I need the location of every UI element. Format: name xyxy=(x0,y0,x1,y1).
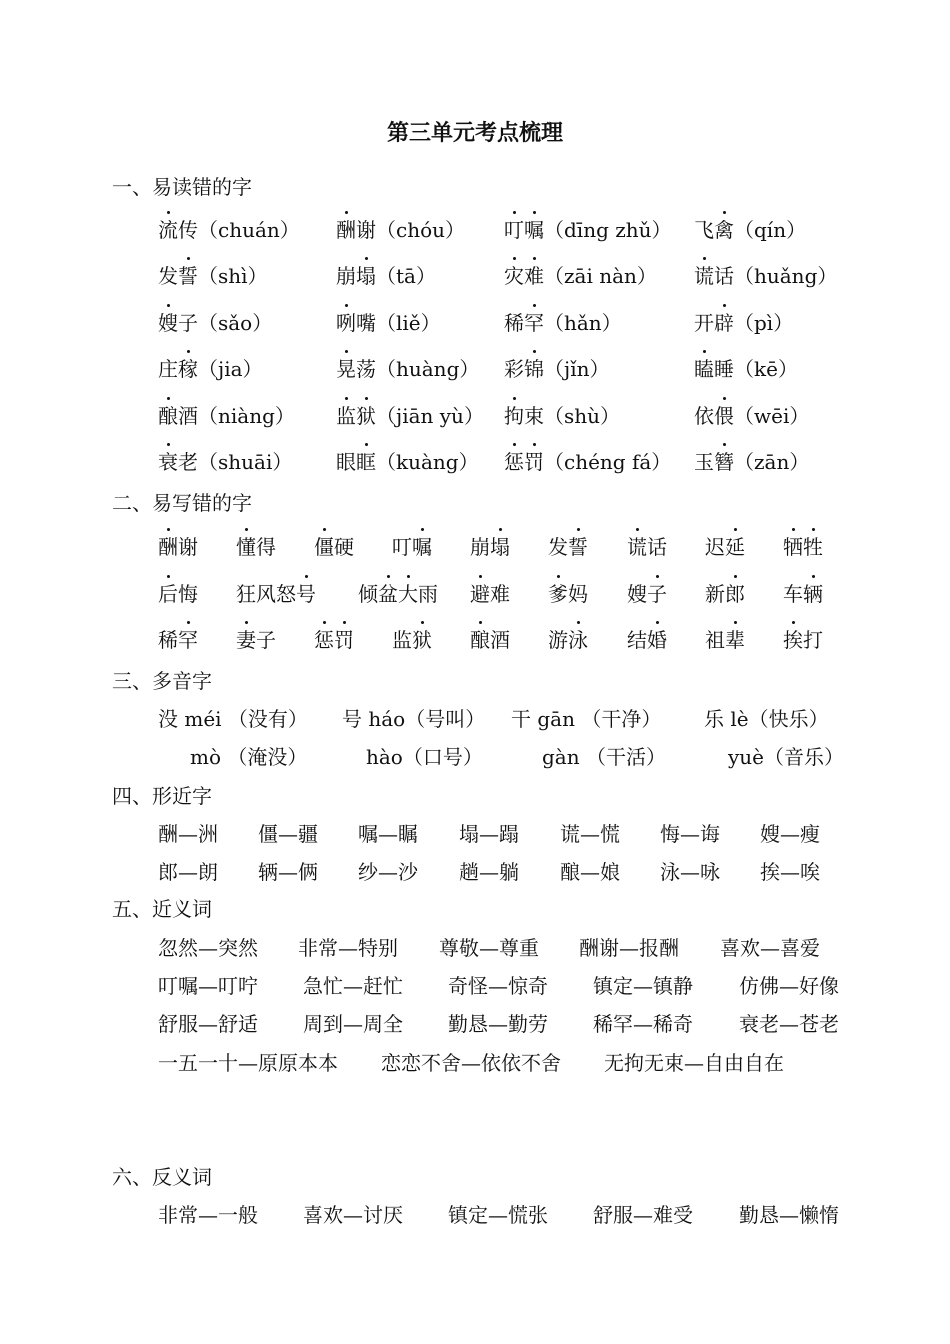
word-entry: 塌—蹋 xyxy=(459,822,519,846)
word-entry: 结婚 xyxy=(627,628,667,652)
word-entry: 新郎 xyxy=(705,582,745,606)
word-entry: 拘束（shù） xyxy=(504,404,621,428)
word-entry: 叮嘱（dīng zhǔ） xyxy=(504,218,672,242)
emphasis-dot xyxy=(345,304,348,307)
word-entry: 稀罕—稀奇 xyxy=(593,1012,693,1036)
emphasis-dot xyxy=(734,575,737,578)
word-entry: mò （淹没） xyxy=(190,745,308,769)
word-entry: 谎话（huǎng） xyxy=(694,264,838,288)
word-entry: 眼眶（kuàng） xyxy=(336,450,479,474)
word-entry: 非常—一般 xyxy=(158,1203,258,1227)
section-heading: 一、易读错的字 xyxy=(112,175,252,199)
word-entry: yuè（音乐） xyxy=(728,745,845,769)
section-heading: 六、反义词 xyxy=(112,1165,212,1189)
word-entry: 干 gān （干净） xyxy=(511,707,662,731)
word-entry: 僵硬 xyxy=(314,535,354,559)
emphasis-dot xyxy=(577,528,580,531)
word-entry: 酬谢（chóu） xyxy=(336,218,466,242)
word-entry: 叮嘱 xyxy=(392,535,432,559)
word-entry: 谎—慌 xyxy=(560,822,620,846)
section-heading: 三、多音字 xyxy=(112,669,212,693)
emphasis-dot xyxy=(792,621,795,624)
word-entry: 酿酒（niàng） xyxy=(158,404,295,428)
emphasis-dot xyxy=(345,397,348,400)
emphasis-dot xyxy=(305,575,308,578)
emphasis-dot xyxy=(345,350,348,353)
emphasis-dot xyxy=(187,621,190,624)
word-entry: 祖辈 xyxy=(705,628,745,652)
emphasis-dot xyxy=(365,443,368,446)
emphasis-dot xyxy=(703,350,706,353)
word-entry: 游泳 xyxy=(548,628,588,652)
word-entry: 勤恳—勤劳 xyxy=(448,1012,548,1036)
emphasis-dot xyxy=(323,621,326,624)
word-entry: 没 méi （没有） xyxy=(158,707,308,731)
word-entry: 挨打 xyxy=(783,628,823,652)
emphasis-dot xyxy=(557,575,560,578)
word-entry: 惩罚（chéng fá） xyxy=(504,450,672,474)
word-entry: 舒服—难受 xyxy=(593,1203,693,1227)
emphasis-dot xyxy=(533,257,536,260)
emphasis-dot xyxy=(513,257,516,260)
emphasis-dot xyxy=(723,304,726,307)
word-entry: 灾难（zāi nàn） xyxy=(504,264,657,288)
word-entry: 镇定—慌张 xyxy=(448,1203,548,1227)
word-entry: 后悔 xyxy=(158,582,198,606)
word-entry: 依偎（wēi） xyxy=(694,404,810,428)
word-entry: 忽然—突然 xyxy=(158,936,258,960)
word-entry: 监狱（jiān yù） xyxy=(336,404,484,428)
emphasis-dot xyxy=(513,397,516,400)
emphasis-dot xyxy=(167,528,170,531)
word-entry: 庄稼（jia） xyxy=(158,357,263,381)
word-entry: 飞禽（qín） xyxy=(694,218,807,242)
word-entry: 开辟（pì） xyxy=(694,311,794,335)
word-entry: 酬—洲 xyxy=(158,822,218,846)
word-entry: 奇怪—惊奇 xyxy=(448,974,548,998)
emphasis-dot xyxy=(812,575,815,578)
word-entry: 玉簪（zān） xyxy=(694,450,810,474)
word-entry: 僵—疆 xyxy=(258,822,318,846)
emphasis-dot xyxy=(734,528,737,531)
word-entry: 急忙—赶忙 xyxy=(303,974,403,998)
emphasis-dot xyxy=(421,621,424,624)
emphasis-dot xyxy=(387,575,390,578)
emphasis-dot xyxy=(723,397,726,400)
word-entry: 监狱 xyxy=(392,628,432,652)
page-title: 第三单元考点梳理 xyxy=(386,120,563,146)
word-entry: 车辆 xyxy=(783,582,823,606)
word-entry: 迟延 xyxy=(705,535,745,559)
word-entry: 发誓 xyxy=(548,535,588,559)
word-entry: 嘱—瞩 xyxy=(358,822,418,846)
emphasis-dot xyxy=(365,397,368,400)
word-entry: 崩塌（tā） xyxy=(336,264,436,288)
emphasis-dot xyxy=(167,575,170,578)
word-entry: 狂风怒号 xyxy=(236,582,316,606)
emphasis-dot xyxy=(513,443,516,446)
emphasis-dot xyxy=(187,350,190,353)
word-entry: 谎话 xyxy=(627,535,667,559)
word-entry: 叮嘱—叮咛 xyxy=(158,974,258,998)
word-entry: 喜欢—讨厌 xyxy=(303,1203,403,1227)
word-entry: 酿酒 xyxy=(470,628,510,652)
emphasis-dot xyxy=(323,528,326,531)
emphasis-dot xyxy=(513,211,516,214)
emphasis-dot xyxy=(345,211,348,214)
emphasis-dot xyxy=(656,621,659,624)
emphasis-dot xyxy=(499,528,502,531)
word-entry: 非常—特别 xyxy=(298,936,398,960)
word-entry: 无拘无束—自由自在 xyxy=(604,1051,784,1075)
word-entry: 一五一十—原原本本 xyxy=(158,1051,338,1075)
section-heading: 五、近义词 xyxy=(112,897,212,921)
emphasis-dot xyxy=(479,575,482,578)
word-entry: 尊敬—尊重 xyxy=(439,936,539,960)
word-entry: 晃荡（huàng） xyxy=(336,357,480,381)
word-entry: 辆—俩 xyxy=(258,860,318,884)
emphasis-dot xyxy=(656,575,659,578)
emphasis-dot xyxy=(245,528,248,531)
emphasis-dot xyxy=(533,211,536,214)
word-entry: 喜欢—喜爱 xyxy=(720,936,820,960)
word-entry: 嫂子 xyxy=(627,582,667,606)
word-entry: 咧嘴（liě） xyxy=(336,311,441,335)
word-entry: 嫂子（sǎo） xyxy=(158,311,273,335)
emphasis-dot xyxy=(167,443,170,446)
word-entry: 仿佛—好像 xyxy=(739,974,839,998)
emphasis-dot xyxy=(167,211,170,214)
word-entry: 发誓（shì） xyxy=(158,264,268,288)
word-entry: 避难 xyxy=(470,582,510,606)
emphasis-dot xyxy=(167,304,170,307)
word-entry: 流传（chuán） xyxy=(158,218,300,242)
word-entry: 牺牲 xyxy=(783,535,823,559)
word-entry: 勤恳—懒惰 xyxy=(739,1203,839,1227)
word-entry: 嫂—瘦 xyxy=(760,822,820,846)
word-entry: 妻子 xyxy=(236,628,276,652)
emphasis-dot xyxy=(479,621,482,624)
word-entry: 泳—咏 xyxy=(660,860,720,884)
word-entry: 舒服—舒适 xyxy=(158,1012,258,1036)
emphasis-dot xyxy=(533,350,536,353)
word-entry: 镇定—镇静 xyxy=(593,974,693,998)
word-entry: 趟—躺 xyxy=(459,860,519,884)
emphasis-dot xyxy=(365,257,368,260)
word-entry: 懂得 xyxy=(236,535,276,559)
emphasis-dot xyxy=(245,621,248,624)
emphasis-dot xyxy=(636,528,639,531)
word-entry: 崩塌 xyxy=(470,535,510,559)
word-entry: 爹妈 xyxy=(548,582,588,606)
word-entry: 号 háo（号叫） xyxy=(342,707,486,731)
emphasis-dot xyxy=(167,397,170,400)
emphasis-dot xyxy=(407,575,410,578)
emphasis-dot xyxy=(343,621,346,624)
emphasis-dot xyxy=(792,528,795,531)
emphasis-dot xyxy=(577,621,580,624)
word-entry: 郎—朗 xyxy=(158,860,218,884)
word-entry: 彩锦（jǐn） xyxy=(504,357,610,381)
word-entry: 挨—唉 xyxy=(760,860,820,884)
section-heading: 二、易写错的字 xyxy=(112,491,252,515)
emphasis-dot xyxy=(533,443,536,446)
word-entry: 酬谢—报酬 xyxy=(579,936,679,960)
word-entry: 稀罕（hǎn） xyxy=(504,311,622,335)
word-entry: 倾盆大雨 xyxy=(358,582,438,606)
emphasis-dot xyxy=(421,528,424,531)
word-entry: 惩罚 xyxy=(314,628,354,652)
word-entry: 酬谢 xyxy=(158,535,198,559)
word-entry: 乐 lè（快乐） xyxy=(704,707,829,731)
word-entry: hào（口号） xyxy=(366,745,483,769)
word-entry: 周到—周全 xyxy=(303,1012,403,1036)
word-entry: 瞌睡（kē） xyxy=(694,357,798,381)
word-entry: gàn （干活） xyxy=(542,745,666,769)
emphasis-dot xyxy=(187,257,190,260)
emphasis-dot xyxy=(703,257,706,260)
emphasis-dot xyxy=(723,443,726,446)
emphasis-dot xyxy=(812,528,815,531)
emphasis-dot xyxy=(734,621,737,624)
word-entry: 酿—娘 xyxy=(560,860,620,884)
word-entry: 恋恋不舍—依依不舍 xyxy=(381,1051,561,1075)
word-entry: 衰老—苍老 xyxy=(739,1012,839,1036)
emphasis-dot xyxy=(723,211,726,214)
word-entry: 纱—沙 xyxy=(358,860,418,884)
emphasis-dot xyxy=(533,304,536,307)
word-entry: 衰老（shuāi） xyxy=(158,450,293,474)
word-entry: 稀罕 xyxy=(158,628,198,652)
section-heading: 四、形近字 xyxy=(112,784,212,808)
word-entry: 悔—诲 xyxy=(660,822,720,846)
